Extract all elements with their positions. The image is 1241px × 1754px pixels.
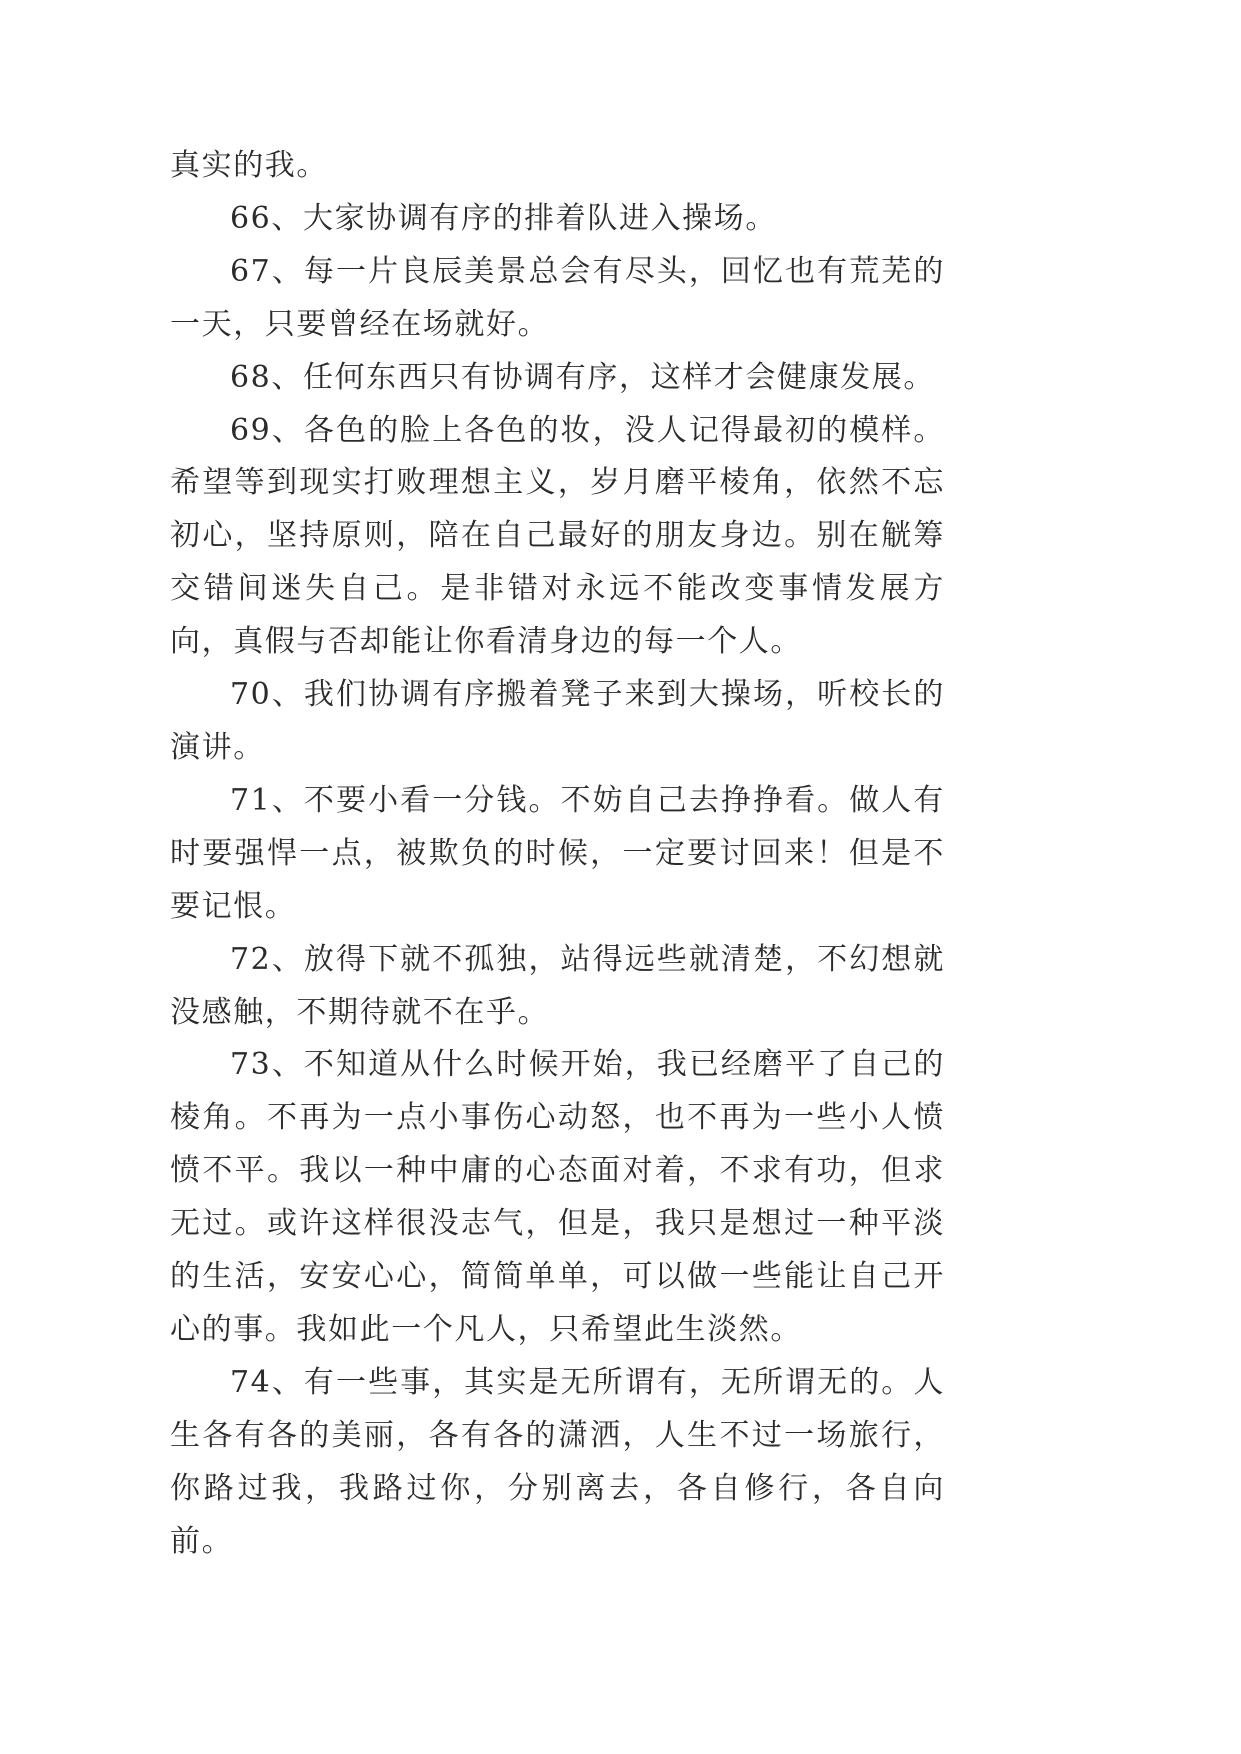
paragraph-70: 70、我们协调有序搬着凳子来到大操场，听校长的演讲。 bbox=[170, 677, 945, 765]
paragraph-68: 68、任何东西只有协调有序，这样才会健康发展。 bbox=[230, 359, 935, 395]
paragraph-74: 74、有一些事，其实是无所谓有，无所谓无的。人生各有各的美丽，各有各的潇洒，人生不过一场旅行，你路过我，我路过你，分别离去，各自修行，各自向前。 bbox=[170, 1364, 945, 1559]
paragraph-71: 71、不要小看一分钱。不妨自己去挣挣看。做人有时要强悍一点，被欺负的时候，一定要讨回来！但是不要记恨。 bbox=[170, 782, 945, 924]
paragraph-69: 69、各色的脸上各色的妆，没人记得最初的模样。希望等到现实打败理想主义，岁月磨平棱角，依然不忘初心，坚持原则，陪在自己最好的朋友身边。别在觥筹交错间迷失自己。是非错对永远不能改变事情发展方向，真假与否却能让你看清身边的每一个人。 bbox=[170, 412, 945, 660]
paragraph-67: 67、每一片良辰美景总会有尽头，回忆也有荒芜的一天，只要曾经在场就好。 bbox=[170, 253, 945, 342]
paragraph-66: 66、大家协调有序的排着队进入操场。 bbox=[230, 200, 777, 236]
paragraph-72: 72、放得下就不孤独，站得远些就清楚，不幻想就没感触，不期待就不在乎。 bbox=[170, 941, 945, 1030]
document-body bbox=[170, 140, 945, 1568]
paragraph-continuation: 真实的我。 bbox=[170, 148, 328, 183]
paragraph-73: 73、不知道从什么时候开始，我已经磨平了自己的棱角。不再为一点小事伤心动怒，也不再为一些小人愤愤不平。我以一种中庸的心态面对着，不求有功，但求无过。或许这样很没志气，但是，我只是想过一种平淡的生活，安安心心，简简单单，可以做一些能让自己开心的事。我如此一个凡人，只希望此生淡然。 bbox=[170, 1047, 945, 1347]
